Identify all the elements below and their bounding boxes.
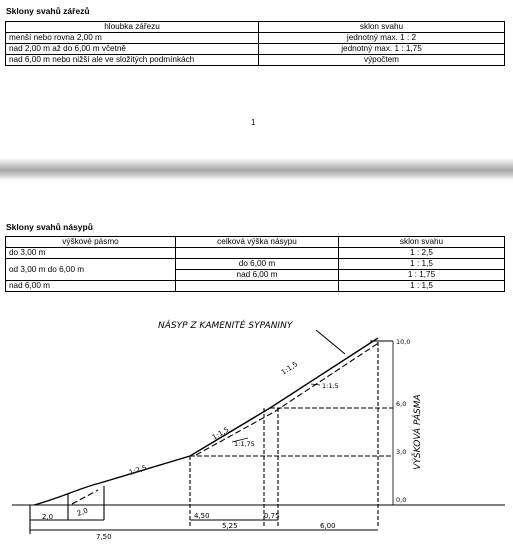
table-header-row xyxy=(6,237,505,248)
table-cell: jednotný max. 1 : 1,75 xyxy=(259,44,505,55)
slope-label: 1:1,75 xyxy=(234,440,255,448)
table-row xyxy=(6,248,505,259)
column-header: sklon svahu xyxy=(339,237,505,248)
table-cell xyxy=(176,248,339,259)
table-row xyxy=(6,259,505,270)
cut-slopes-heading: Sklony svahů zářezů xyxy=(6,6,90,16)
table-cell: 1 : 1,5 xyxy=(339,259,505,270)
slope-label: 1:1,5 xyxy=(322,382,339,390)
level-label: 10,0 xyxy=(396,338,411,346)
table-cell: nad 2,00 m až do 6,00 m včetně xyxy=(6,44,259,55)
zone-axis-label: VÝŠKOVÁ PÁSMA xyxy=(413,394,423,470)
column-header: sklon svahu xyxy=(259,22,505,33)
slope-label: 1:1,5 xyxy=(210,425,231,442)
slope-line xyxy=(34,338,378,505)
table-cell: nad 6,00 m nebo nižší ale ve složitých podmínkách xyxy=(6,55,259,66)
level-label: 3,0 xyxy=(396,448,407,456)
embankment-slopes-table xyxy=(5,236,505,292)
dimension-label: 5,25 xyxy=(222,522,238,530)
column-header: celková výška násypu xyxy=(176,237,339,248)
slope-label: 1:2,5 xyxy=(128,463,148,477)
title-leader-line xyxy=(316,330,345,354)
slope-label: 1:1,5 xyxy=(279,360,300,377)
dimension-label: 4,50 xyxy=(194,512,210,520)
level-label: 6,0 xyxy=(396,400,407,408)
dimension-label: 6,00 xyxy=(320,522,336,530)
embankment-diagram xyxy=(0,312,513,544)
table-cell: menší nebo rovna 2,00 m xyxy=(6,33,259,44)
table-cell: nad 6,00 m xyxy=(6,281,176,292)
level-label: 0,0 xyxy=(396,496,407,504)
dimension-label: 0,75 xyxy=(264,512,280,520)
diagram-title: NÁSYP Z KAMENITÉ SYPANINY xyxy=(158,321,293,331)
embankment-slopes-heading: Sklony svahů násypů xyxy=(6,222,93,232)
page-number: 1 xyxy=(251,118,256,127)
dimension-label: 2,0 xyxy=(75,506,90,518)
table-cell: výpočtem xyxy=(259,55,505,66)
table-cell: 1 : 2,5 xyxy=(339,248,505,259)
dimension-label: 2,0 xyxy=(42,513,54,521)
table-cell: 1 : 1,5 xyxy=(339,281,505,292)
table-cell: do 3,00 m xyxy=(6,248,176,259)
column-header: hloubka zářezu xyxy=(6,22,259,33)
table-cell: do 6,00 m xyxy=(176,259,339,270)
table-cell: 1 : 1,75 xyxy=(339,270,505,281)
dimension-label: 7,50 xyxy=(96,533,112,541)
label-leader xyxy=(311,384,320,385)
column-header: výškové pásmo xyxy=(6,237,176,248)
table-row xyxy=(6,281,505,292)
table-cell: od 3,00 m do 6,00 m xyxy=(6,259,176,281)
table-cell xyxy=(176,281,339,292)
table-cell: nad 6,00 m xyxy=(176,270,339,281)
table-cell: jednotný max. 1 : 2 xyxy=(259,33,505,44)
